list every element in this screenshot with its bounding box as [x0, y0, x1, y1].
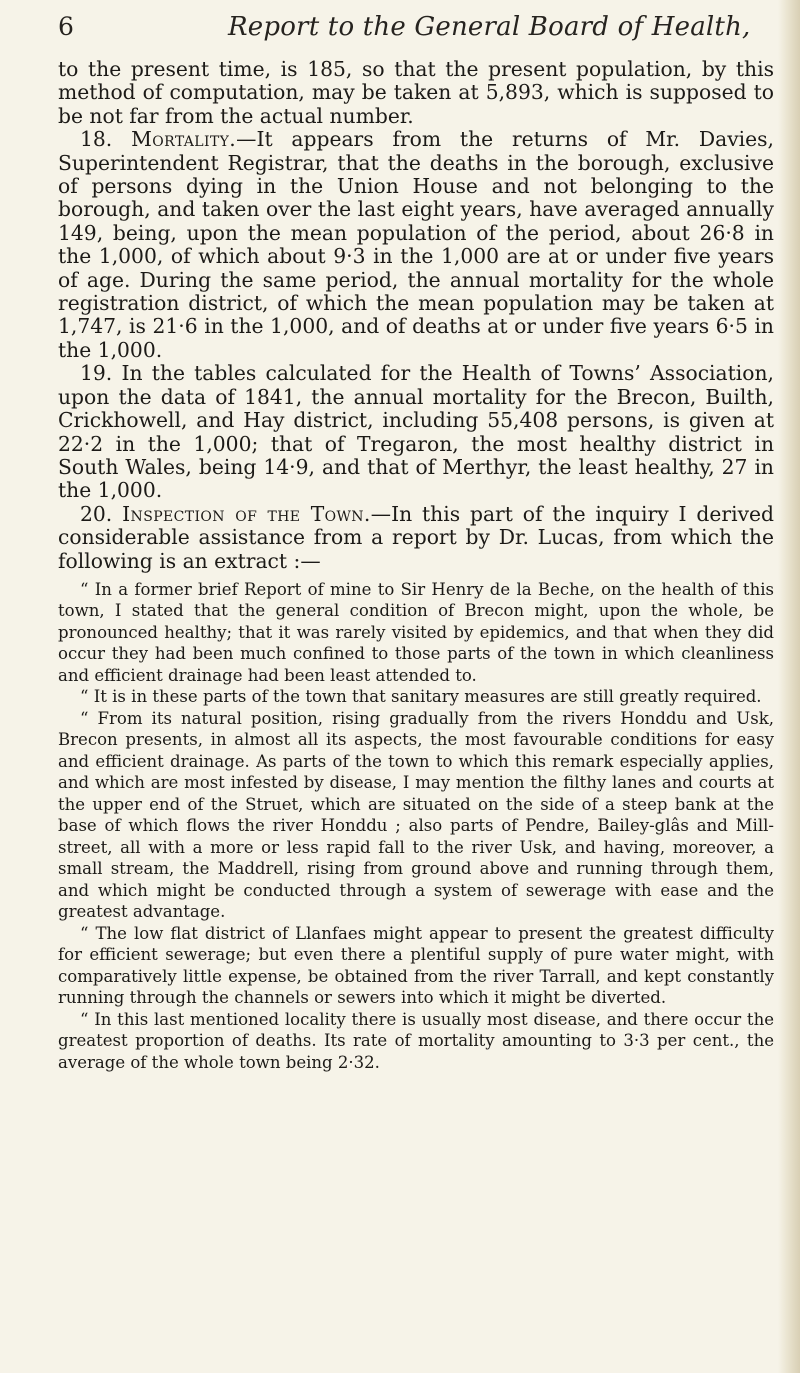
page-header — [58, 8, 758, 48]
quote-paragraph-4: “ The low flat district of Llanfaes might appear to present the greatest difficulty for efficient sewerage; but even there a plentiful supply of pure water might, with comparatively little expense, be obtained from the river Tarrall, and kept constantly running through the channels or sewers into which it might be diverted. — [58, 923, 774, 1008]
paragraph-population: to the present time, is 185, so that the present population, by this method of computation, may be taken at 5,893, which is supposed to be not far from the actual number. — [58, 57, 774, 128]
paragraph-18-mortality — [58, 128, 774, 362]
section-heading-mortality: Mortality. — [131, 127, 237, 152]
paragraph-19-tables: 19. In the tables calculated for the Health of Towns’ Association, upon the data of 1841, the annual mortality for the Brecon, Builth, Crickhowell, and Hay district, including 55,408 persons, is given at 22·2 in the 1,000; that of Tregaron, the most healthy district in South Wales, being 14·9, and that of Merthyr, the least healthy, 27 in the 1,000. — [58, 361, 774, 503]
main-text — [58, 58, 774, 573]
page-edge-shadow — [778, 0, 800, 1373]
quote-paragraph-1: “ In a former brief Report of mine to Sir Henry de la Beche, on the health of this town, I stated that the general condition of Brecon might, upon the whole, be pronounced healthy; that it was rarely visited by epidemics, and that when they did occur they had been much confined to those parts of the town in which cleanliness and efficient drainage had been least attended to. — [58, 579, 774, 685]
page-number: 6 — [58, 12, 74, 41]
quoted-extract — [58, 579, 774, 1074]
section-text-20: —In this part of the inquiry I derived considerable assistance from a report by Dr. Lucas, from which the following is an extract :— — [58, 501, 775, 573]
quote-paragraph-2: “ It is in these parts of the town that sanitary measures are still greatly required. — [80, 687, 762, 707]
quote-paragraph-5: “ In this last mentioned locality there is usually most disease, and there occur the greatest proportion of deaths. Its rate of mortality amounting to 3·3 per cent., the average of the whole town being 2·32. — [58, 1009, 774, 1072]
page-body — [58, 58, 774, 1073]
section-number-18: 18. — [80, 127, 113, 152]
quote-paragraph-3: “ From its natural position, rising gradually from the rivers Honddu and Usk, Brecon presents, in almost all its aspects, the most favourable conditions for easy and efficient drainage. As parts of the town to which this remark especially applies, and which are most infested by disease, I may mention the filthy lanes and courts at the upper end of the Struet, which are situated on the side of a steep bank at the base of which flows the river Honddu ; also parts of Pendre, Bailey-glâs and Mill-street, all with a more or less rapid fall to the river Usk, and having, moreover, a small stream, the Maddrell, rising from ground above and running through them, and which might be conducted through a system of sewerage with ease and the greatest advantage. — [58, 708, 774, 922]
section-number-20: 20. — [80, 501, 113, 526]
paragraph-20-inspection — [58, 503, 774, 573]
section-heading-inspection: Inspection of the Town. — [122, 501, 371, 526]
section-text-18: —It appears from the returns of Mr. Davies, Superintendent Registrar, that the deaths in the borough, exclusive of persons dying in the Union House and not belonging to the borough, and taken over the last eight years, have averaged annually 149, being, upon the mean population of the period, about 26·8 in the 1,000, of which about 9·3 in the 1,000 are at or under five years of age. During the same period, the annual mortality for the whole registration district, of which the mean population may be taken at 1,747, is 21·6 in the 1,000, and of deaths at or under five years 6·5 in the 1,000. — [58, 127, 774, 362]
running-title: Report to the General Board of Health, — [228, 12, 751, 42]
